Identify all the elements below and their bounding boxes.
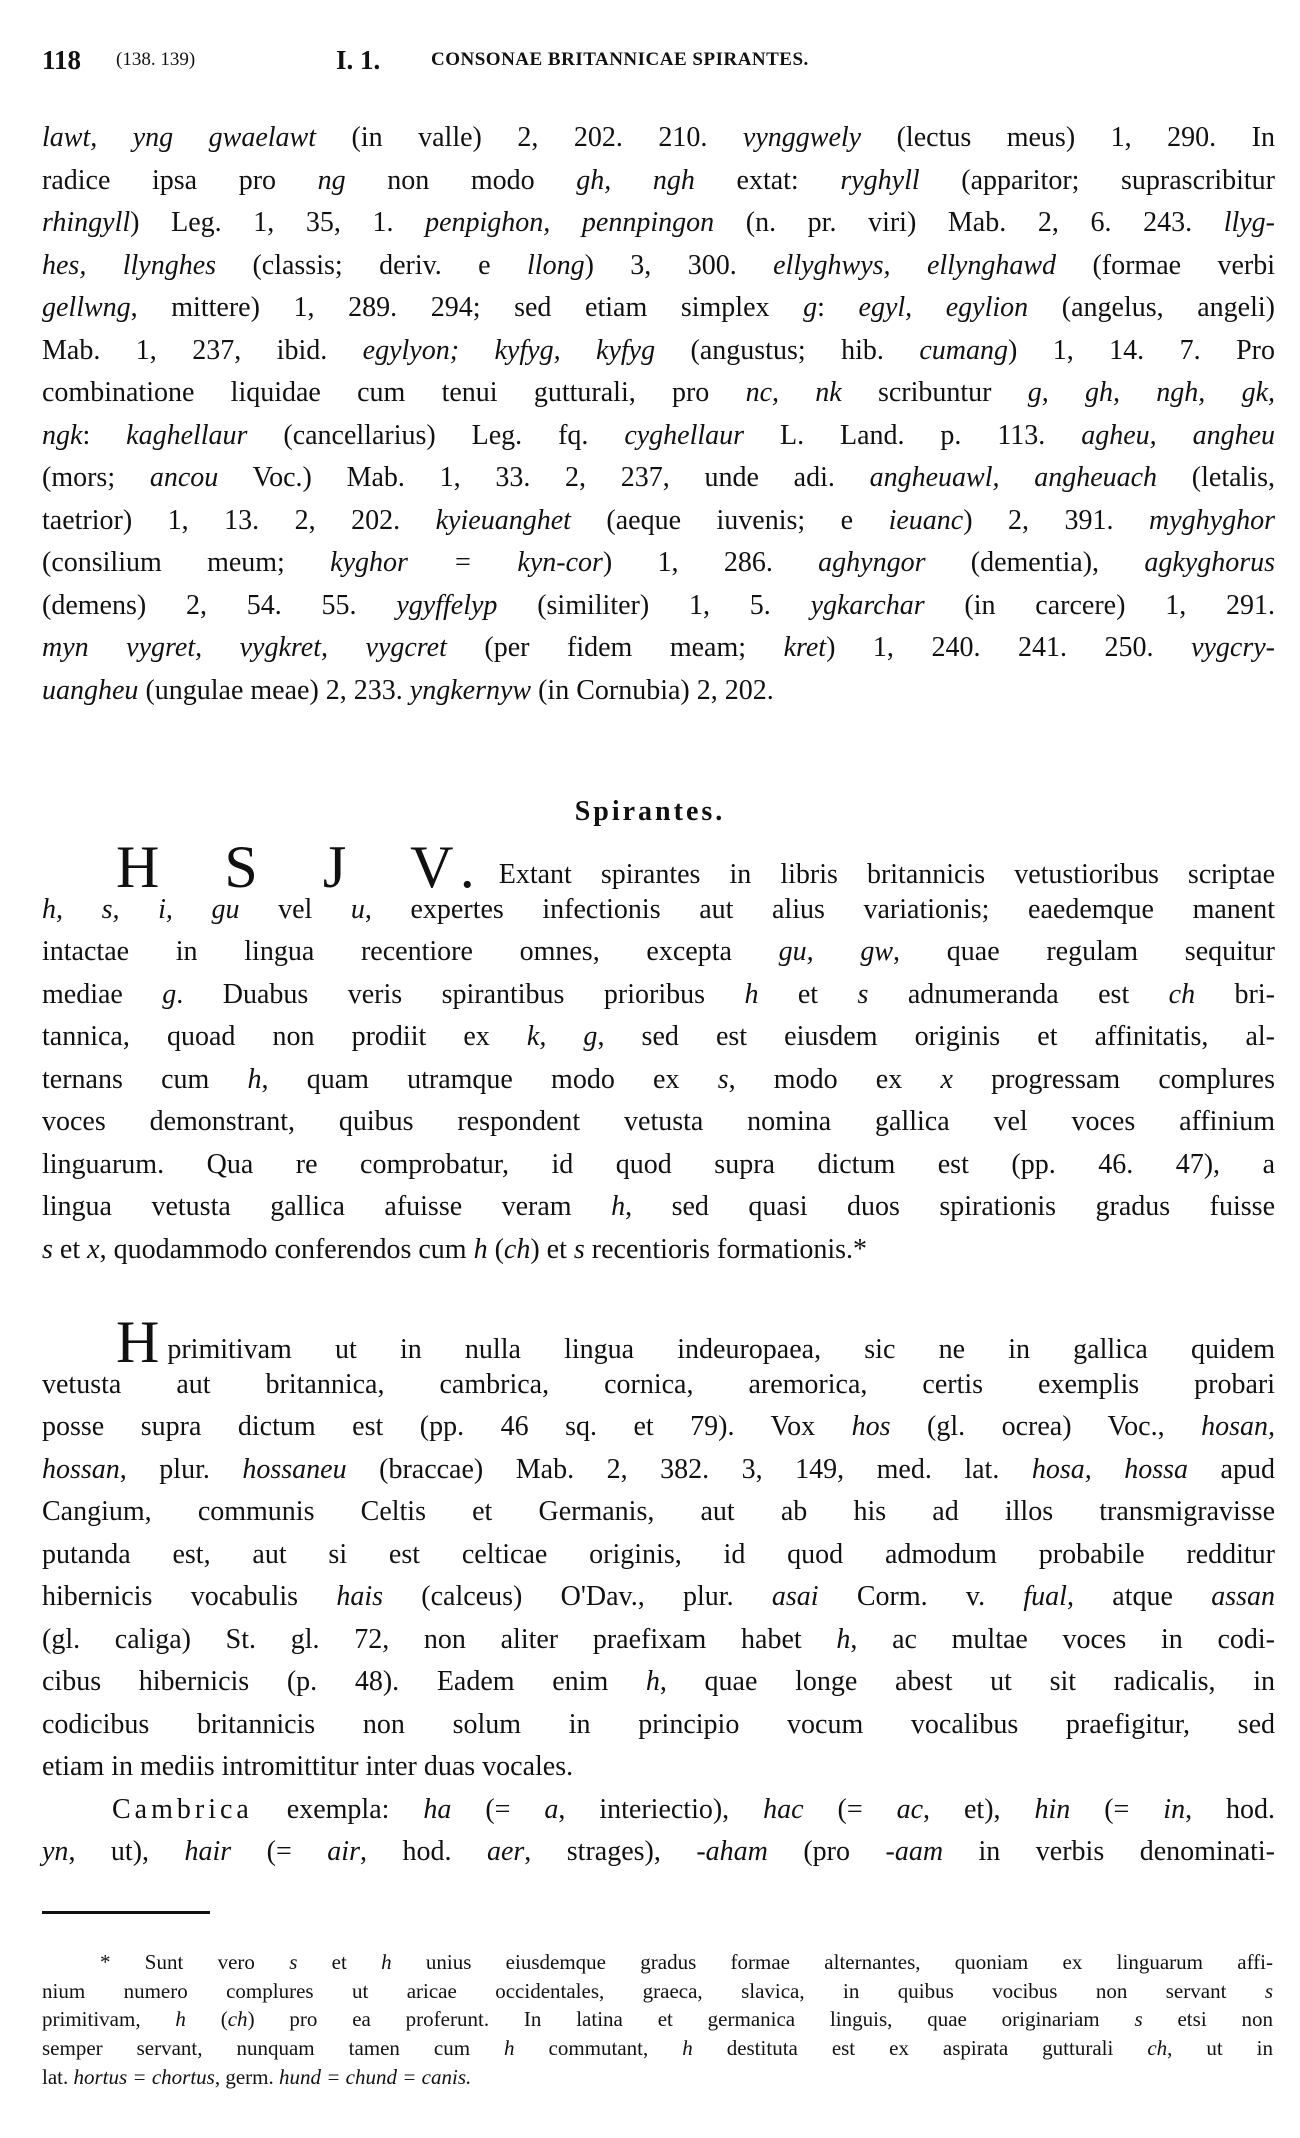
italic-term: hin <box>1034 1793 1071 1825</box>
roman-text: (letalis, <box>1157 462 1275 493</box>
italic-term: myn vygret, vygkret, vygcret <box>42 632 447 663</box>
italic-term: ryghyll <box>840 164 920 196</box>
roman-text: intactae in lingua recentiore omnes, excepta <box>42 936 779 967</box>
roman-text: (= <box>1070 1793 1164 1825</box>
roman-text: (= <box>803 1793 897 1825</box>
italic-term: h <box>473 1233 488 1265</box>
italic-term: hortus = chortus <box>73 2064 215 2089</box>
italic-term: egyl, egylion <box>858 292 1029 323</box>
italic-term: fual <box>1023 1581 1067 1612</box>
text-line <box>42 1789 1275 1832</box>
text-line <box>42 1309 1275 1375</box>
italic-term: lawt, yng gwaelawt <box>42 122 317 153</box>
text-line <box>42 1831 1275 1874</box>
roman-text: primitivam ut in nulla lingua indeuropaea, sic ne in gallica quidem <box>167 1334 1275 1365</box>
roman-text: (= <box>231 1836 328 1867</box>
roman-text: , ac multae voces in codi- <box>850 1623 1275 1655</box>
text-line <box>42 627 1275 670</box>
italic-term: vygcry- <box>1191 632 1275 663</box>
roman-text: (gl. ocrea) Voc., <box>890 1411 1202 1442</box>
paragraph-cambrica <box>42 1789 1275 1874</box>
roman-text: semper servant, nunquam tamen cum <box>42 2036 505 2061</box>
roman-text: , hod. <box>359 1836 487 1867</box>
italic-term: hais <box>336 1581 383 1612</box>
roman-text: (angelus, angeli) <box>1028 292 1275 323</box>
paragraph-examples <box>42 117 1275 712</box>
roman-text: lat. <box>42 2064 74 2089</box>
roman-text: , quae longe abest ut sit radicalis, in <box>659 1666 1276 1697</box>
roman-text: , quam utramque modo ex <box>261 1063 718 1095</box>
italic-term: rhingyll <box>42 207 131 238</box>
roman-text: , sed quasi duos spirationis gradus fuisse <box>625 1191 1275 1222</box>
roman-text: , strages), <box>524 1836 697 1867</box>
italic-term: cyghellaur <box>624 419 745 451</box>
roman-text: lingua vetusta gallica afuisse veram <box>42 1191 612 1222</box>
roman-text: ) 1, 286. <box>602 547 819 578</box>
italic-term: aghyngor <box>818 547 926 578</box>
roman-text: Extant spirantes in libris britannicis vetustioribus scriptae <box>498 859 1275 890</box>
roman-text: (classis; deriv. e <box>216 249 528 281</box>
roman-text: (braccae) Mab. 2, 382. 3, 149, med. lat. <box>346 1453 1032 1485</box>
italic-term: s <box>857 978 869 1010</box>
italic-term: gh, ngh <box>576 164 695 196</box>
italic-term: ieuanc <box>888 504 964 536</box>
italic-term: h <box>247 1063 262 1095</box>
italic-term: ch <box>503 1233 531 1265</box>
roman-text: ) 1, 240. 241. 250. <box>826 632 1192 663</box>
italic-term: ancou <box>149 462 219 493</box>
italic-term: kaghellaur <box>126 419 248 451</box>
italic-term: h <box>744 978 759 1010</box>
roman-text: , et), <box>923 1793 1035 1825</box>
roman-text: recentioris formationis.* <box>584 1233 868 1265</box>
text-line <box>42 2034 1273 2063</box>
italic-term: g <box>803 292 818 323</box>
roman-text: etsi non <box>1142 2007 1273 2032</box>
text-line <box>42 974 1275 1017</box>
italic-term: s <box>289 1950 298 1974</box>
roman-text: ) 2, 391. <box>963 504 1150 536</box>
italic-term: h <box>645 1666 660 1697</box>
italic-term: in <box>1163 1793 1186 1825</box>
italic-term: h <box>611 1191 626 1222</box>
roman-text: codicibus britannicis non solum in principio vocum vocalibus praefigitur, sed <box>42 1708 1275 1740</box>
italic-term: h <box>381 1950 392 1974</box>
section-reference: (138. 139) <box>116 49 196 70</box>
italic-term: hes, llynghes <box>42 249 217 281</box>
roman-text: , expertes infectionis aut alius variationis; eaedemque manent <box>364 893 1275 925</box>
italic-term: hossan <box>42 1453 120 1485</box>
italic-term: aer <box>486 1836 525 1867</box>
text-line <box>42 2005 1273 2034</box>
roman-text: vel <box>239 893 351 925</box>
roman-text: (similiter) 1, 5. <box>497 589 811 621</box>
italic-term: yngkernyw <box>409 674 532 706</box>
roman-text: , ut in <box>1167 2036 1274 2061</box>
roman-text: (cancellarius) Leg. fq. <box>247 419 625 451</box>
italic-term: agkyghorus <box>1144 547 1275 578</box>
text-line <box>42 2063 1273 2092</box>
text-line <box>42 372 1275 415</box>
roman-text: (apparitor; suprascribitur <box>919 164 1275 196</box>
italic-term: hosan, <box>1201 1411 1275 1442</box>
italic-term: yn <box>42 1836 69 1867</box>
italic-term: hosa, hossa <box>1031 1453 1189 1485</box>
running-title: CONSONAE BRITANNICAE SPIRANTES. <box>431 49 809 70</box>
roman-text: ) 3, 300. <box>584 249 774 281</box>
italic-term: llyg- <box>1223 207 1275 238</box>
text-line <box>42 585 1275 628</box>
text-line <box>42 1576 1275 1619</box>
roman-text: putanda est, aut si est celticae originis, id quod admodum probabile redditur <box>42 1538 1275 1570</box>
roman-text: (pro <box>767 1836 886 1867</box>
roman-text: (dementia), <box>925 547 1145 578</box>
section-heading: Spirantes. <box>574 796 726 827</box>
italic-term: h <box>682 2036 693 2061</box>
italic-term: uangheu <box>42 674 139 706</box>
italic-term: air <box>327 1836 360 1867</box>
roman-text: ( <box>487 1233 504 1265</box>
italic-term: agheu, angheu <box>1081 419 1276 451</box>
footnote <box>42 1948 1273 2091</box>
text-line <box>42 160 1275 203</box>
italic-term: myghyghor <box>1149 504 1276 536</box>
roman-text: , modo ex <box>728 1063 941 1095</box>
italic-term: ac <box>896 1793 924 1825</box>
roman-text: , mittere) 1, 289. 294; sed etiam simplex <box>130 292 804 323</box>
italic-term: hund = chund = canis. <box>279 2064 472 2089</box>
roman-text: , germ. <box>214 2064 280 2089</box>
italic-term: kyieuanghet <box>435 504 571 536</box>
roman-text: taetrior) 1, 13. 2, 202. <box>42 504 436 536</box>
roman-text: (ungulae meae) 2, 233. <box>138 674 410 706</box>
italic-term: hos <box>851 1411 891 1442</box>
text-line <box>42 1661 1275 1704</box>
roman-text: (lectus meus) 1, 290. In <box>861 122 1276 153</box>
roman-text: hibernicis vocabulis <box>42 1581 337 1612</box>
paragraph-h <box>42 1309 1276 1789</box>
text-line <box>42 834 1275 900</box>
roman-text: , sed est eiusdem originis et affinitatis, al- <box>597 1021 1276 1052</box>
roman-text: * Sunt vero <box>100 1950 290 1974</box>
text-line <box>42 457 1275 500</box>
roman-text: destituta est ex aspirata gutturali <box>692 2036 1148 2061</box>
roman-text: et <box>297 1950 382 1974</box>
roman-text: et <box>52 1233 88 1265</box>
roman-text: ) et <box>530 1233 574 1265</box>
roman-text: (aeque iuvenis; e <box>570 504 889 536</box>
roman-text: (mors; <box>42 462 150 493</box>
italic-term: -aam <box>885 1836 944 1867</box>
roman-text: vetusta aut britannica, cambrica, cornica, aremorica, certis exemplis probari <box>42 1368 1275 1400</box>
italic-term: a <box>544 1793 559 1825</box>
roman-text: unius eiusdemque gradus formae alternantes, quoniam ex linguarum affi- <box>391 1950 1274 1974</box>
italic-term: nc, nk <box>745 377 842 408</box>
text-line <box>42 1534 1275 1577</box>
roman-text: exempla: <box>252 1793 424 1825</box>
italic-term: ha <box>423 1793 452 1825</box>
roman-text: (calceus) O'Dav., plur. <box>383 1581 772 1612</box>
roman-text: nium numero complures ut aricae occidentales, graeca, slavica, in quibus vocibus non servant <box>42 1978 1265 2003</box>
roman-text: etiam in mediis intromittitur inter duas vocales. <box>42 1751 574 1782</box>
part-number: I. 1. <box>336 45 381 75</box>
text-line <box>42 931 1275 974</box>
italic-term: h <box>175 2007 186 2032</box>
italic-term: k, g <box>526 1021 598 1052</box>
text-line <box>42 889 1275 932</box>
text-line <box>42 1364 1275 1407</box>
italic-term: angheuawl, angheuach <box>869 462 1158 493</box>
roman-text: extat: <box>694 164 841 196</box>
italic-term: egylyon; kyfyg, kyfyg <box>362 334 656 366</box>
paragraph-spirantes <box>42 834 1276 1271</box>
footnote-divider <box>42 1911 210 1914</box>
italic-term: s <box>573 1233 585 1265</box>
italic-term: u <box>350 893 365 925</box>
roman-text: Mab. 1, 237, ibid. <box>42 334 363 366</box>
roman-text: ) pro ea proferunt. In latina et germanica linguis, quae originariam <box>247 2007 1135 2032</box>
italic-term: s <box>42 1233 53 1265</box>
roman-text: adnumeranda est <box>868 978 1169 1010</box>
italic-term: x <box>87 1233 100 1265</box>
roman-text: , ut), <box>68 1836 185 1867</box>
italic-term: x <box>940 1063 953 1095</box>
roman-text: ) 1, 14. 7. Pro <box>1007 334 1275 366</box>
roman-text: (formae verbi <box>1056 249 1275 281</box>
text-line <box>42 1144 1275 1187</box>
italic-term: g <box>162 978 177 1010</box>
italic-term: h <box>504 2036 515 2061</box>
text-line <box>42 1186 1275 1229</box>
roman-text: , atque <box>1066 1581 1212 1612</box>
roman-text: primitivam, <box>42 2007 176 2032</box>
roman-text: , quae regulam sequitur <box>893 936 1275 967</box>
italic-term: kret <box>783 632 827 663</box>
italic-term: ch <box>1147 2036 1168 2061</box>
italic-term: assan <box>1211 1581 1275 1612</box>
spaced-term: Cambrica <box>112 1793 253 1825</box>
italic-term: ygkarchar <box>810 589 925 621</box>
italic-term: ch <box>1168 978 1196 1010</box>
roman-text: commutant, <box>514 2036 683 2061</box>
text-line <box>42 202 1275 245</box>
italic-term: kyghor = kyn-cor <box>330 547 603 578</box>
italic-term: penpighon, pennpingon <box>425 207 715 238</box>
roman-text: , quodammodo conferendos cum <box>99 1233 474 1265</box>
roman-text: cibus hibernicis (p. 48). Eadem enim <box>42 1666 646 1697</box>
roman-text: . Duabus veris spirantibus prioribus <box>176 978 745 1010</box>
roman-text: posse supra dictum est (pp. 46 sq. et 79). Vox <box>42 1411 852 1442</box>
roman-text: radice ipsa pro <box>42 164 318 196</box>
roman-text: Corm. v. <box>818 1581 1024 1612</box>
text-line <box>42 1704 1275 1747</box>
roman-text: apud <box>1188 1453 1275 1485</box>
running-header <box>42 42 1275 78</box>
roman-text: progressam complures <box>952 1063 1276 1095</box>
roman-text: combinatione liquidae cum tenui gutturali, pro <box>42 377 746 408</box>
italic-term: s <box>717 1063 729 1095</box>
italic-term: s <box>1134 2007 1143 2032</box>
roman-text: in verbis denominati- <box>943 1836 1276 1867</box>
italic-term: gellwng <box>42 292 131 323</box>
text-line <box>42 1449 1275 1492</box>
roman-text: (n. pr. viri) Mab. 2, 6. 243. <box>714 207 1224 238</box>
text-line <box>42 1948 1273 1977</box>
italic-term: ellyghwys, ellynghawd <box>773 249 1057 281</box>
roman-text: linguarum. Qua re comprobatur, id quod supra dictum est (pp. 46. 47), a <box>42 1148 1275 1180</box>
text-line <box>42 117 1275 160</box>
roman-text: : <box>817 292 859 323</box>
roman-text: mediae <box>42 978 163 1010</box>
roman-text: ternans cum <box>42 1063 248 1095</box>
italic-term: s <box>1264 1978 1273 2003</box>
text-line <box>42 500 1275 543</box>
italic-term: cumang <box>919 334 1008 366</box>
roman-text: (= <box>451 1793 545 1825</box>
roman-text: , hod. <box>1185 1793 1276 1825</box>
italic-term: hossaneu <box>242 1453 347 1485</box>
roman-text: , plur. <box>119 1453 243 1485</box>
italic-term: h, s, i, gu <box>42 893 240 925</box>
roman-text: ( <box>185 2007 228 2032</box>
italic-term: llong <box>527 249 585 281</box>
italic-term: ygyffelyp <box>396 589 498 621</box>
italic-term: hair <box>184 1836 232 1867</box>
italic-term: -aham <box>696 1836 768 1867</box>
roman-text: (gl. caliga) St. gl. 72, non aliter praefixam habet <box>42 1623 837 1655</box>
text-line <box>42 1619 1275 1662</box>
roman-text: (in Cornubia) 2, 202. <box>531 674 774 706</box>
roman-text: scribuntur <box>841 377 1028 408</box>
roman-text: (consilium meum; <box>42 547 331 578</box>
roman-text: , interiectio), <box>558 1793 764 1825</box>
roman-text: L. Land. p. 113. <box>744 419 1082 451</box>
roman-text: non modo <box>345 164 577 196</box>
roman-text: (per fidem meam; <box>446 632 784 663</box>
text-line <box>42 1016 1275 1059</box>
initial-letters: H <box>116 1309 160 1375</box>
italic-term: g, gh, ngh, gk, <box>1027 377 1275 408</box>
roman-text: (in carcere) 1, 291. <box>924 589 1275 621</box>
text-line <box>42 1406 1275 1449</box>
text-line <box>42 670 1275 713</box>
page-number: 118 <box>42 45 82 75</box>
text-line <box>42 1491 1275 1534</box>
italic-term: ngk <box>42 419 83 451</box>
text-line <box>42 245 1275 288</box>
italic-term: h <box>836 1623 851 1655</box>
text-line <box>42 1101 1275 1144</box>
roman-text: Cangium, communis Celtis et Germanis, aut ab his ad illos transmigravisse <box>42 1496 1275 1527</box>
italic-term: asai <box>771 1581 819 1612</box>
italic-term: ng <box>317 164 346 196</box>
text-line <box>42 330 1275 373</box>
roman-text: Voc.) Mab. 1, 33. 2, 237, unde adi. <box>218 462 870 493</box>
text-line <box>42 415 1275 458</box>
italic-term: hac <box>763 1793 804 1825</box>
roman-text: tannica, quoad non prodiit ex <box>42 1021 527 1052</box>
italic-term: ch <box>227 2007 248 2032</box>
text-line <box>42 1977 1273 2006</box>
text-line <box>42 1746 1275 1789</box>
roman-text: (angustus; hib. <box>655 334 920 366</box>
text-line <box>42 1059 1275 1102</box>
text-line <box>42 542 1275 585</box>
roman-text: : <box>82 419 127 451</box>
roman-text: voces demonstrant, quibus respondent vetusta nomina gallica vel voces affinium <box>42 1106 1275 1137</box>
italic-term: vynggwely <box>742 122 862 153</box>
text-line <box>42 287 1275 330</box>
roman-text: ) Leg. 1, 35, 1. <box>130 207 426 238</box>
roman-text: bri- <box>1195 978 1275 1010</box>
initial-letters: H S J V. <box>116 834 489 900</box>
roman-text: (demens) 2, 54. 55. <box>42 589 397 621</box>
italic-term: gu, gw <box>778 936 894 967</box>
roman-text: et <box>758 978 858 1010</box>
roman-text: (in valle) 2, 202. 210. <box>316 122 743 153</box>
text-line <box>42 1229 1275 1272</box>
